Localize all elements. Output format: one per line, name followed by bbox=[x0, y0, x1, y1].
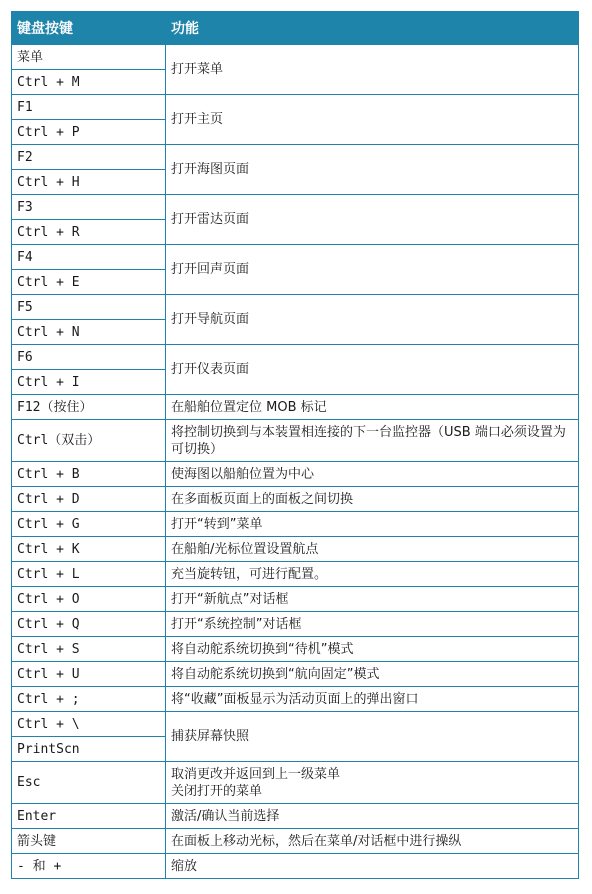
function-cell: 打开“系统控制”对话框 bbox=[166, 612, 579, 637]
key-cell: F6 bbox=[12, 345, 166, 370]
table-body bbox=[12, 45, 579, 879]
key-cell: F2 bbox=[12, 145, 166, 170]
key-cell: Ctrl + Q bbox=[12, 612, 166, 637]
key-cell: Ctrl + ; bbox=[12, 687, 166, 712]
table-row bbox=[12, 762, 579, 804]
function-cell: 将控制切换到与本装置相连接的下一台监控器（USB 端口必须设置为可切换） bbox=[166, 420, 579, 462]
function-cell: 打开雷达页面 bbox=[166, 195, 579, 245]
table-row bbox=[12, 829, 579, 854]
key-cell: Ctrl + M bbox=[12, 70, 166, 95]
table-row bbox=[12, 45, 579, 70]
key-cell: Ctrl + B bbox=[12, 462, 166, 487]
key-cell: Ctrl + \ bbox=[12, 712, 166, 737]
table-row bbox=[12, 462, 579, 487]
key-cell: Ctrl + O bbox=[12, 587, 166, 612]
key-cell: F4 bbox=[12, 245, 166, 270]
function-cell: 打开回声页面 bbox=[166, 245, 579, 295]
key-cell: PrintScn bbox=[12, 737, 166, 762]
key-cell: Ctrl + E bbox=[12, 270, 166, 295]
table-row bbox=[12, 562, 579, 587]
function-cell: 激活/确认当前选择 bbox=[166, 804, 579, 829]
table-row bbox=[12, 854, 579, 879]
function-cell: 充当旋转钮，可进行配置。 bbox=[166, 562, 579, 587]
function-cell: 将自动舵系统切换到“航向固定”模式 bbox=[166, 662, 579, 687]
key-cell: F12（按住） bbox=[12, 395, 166, 420]
table-row bbox=[12, 687, 579, 712]
function-cell: 捕获屏幕快照 bbox=[166, 712, 579, 762]
table-row bbox=[12, 512, 579, 537]
table-row bbox=[12, 637, 579, 662]
table-row bbox=[12, 295, 579, 320]
function-cell: 打开“新航点”对话框 bbox=[166, 587, 579, 612]
table-row bbox=[12, 245, 579, 270]
table-row bbox=[12, 487, 579, 512]
table-row bbox=[12, 345, 579, 370]
function-cell: 打开主页 bbox=[166, 95, 579, 145]
key-cell: F5 bbox=[12, 295, 166, 320]
shortcut-table-container bbox=[11, 11, 578, 879]
function-cell: 打开导航页面 bbox=[166, 295, 579, 345]
key-cell: Ctrl + L bbox=[12, 562, 166, 587]
key-cell: Ctrl（双击） bbox=[12, 420, 166, 462]
header-key-column: 键盘按键 bbox=[12, 12, 166, 45]
function-cell: 使海图以船舶位置为中心 bbox=[166, 462, 579, 487]
function-cell: 取消更改并返回到上一级菜单 关闭打开的菜单 bbox=[166, 762, 579, 804]
table-row bbox=[12, 537, 579, 562]
header-function-column: 功能 bbox=[166, 12, 579, 45]
table-row bbox=[12, 712, 579, 737]
key-cell: 菜单 bbox=[12, 45, 166, 70]
key-cell: Ctrl + U bbox=[12, 662, 166, 687]
function-cell: 打开菜单 bbox=[166, 45, 579, 95]
key-cell: Ctrl + G bbox=[12, 512, 166, 537]
table-row bbox=[12, 587, 579, 612]
function-cell: 将自动舵系统切换到“待机”模式 bbox=[166, 637, 579, 662]
function-cell: 在船舶/光标位置设置航点 bbox=[166, 537, 579, 562]
table-row bbox=[12, 195, 579, 220]
function-cell: 在多面板页面上的面板之间切换 bbox=[166, 487, 579, 512]
function-cell: 打开“转到”菜单 bbox=[166, 512, 579, 537]
key-cell: F1 bbox=[12, 95, 166, 120]
table-row bbox=[12, 420, 579, 462]
key-cell: Ctrl + I bbox=[12, 370, 166, 395]
key-cell: Enter bbox=[12, 804, 166, 829]
function-cell: 缩放 bbox=[166, 854, 579, 879]
function-cell: 在船舶位置定位 MOB 标记 bbox=[166, 395, 579, 420]
key-cell: F3 bbox=[12, 195, 166, 220]
table-row bbox=[12, 145, 579, 170]
function-cell: 在面板上移动光标，然后在菜单/对话框中进行操纵 bbox=[166, 829, 579, 854]
table-row bbox=[12, 95, 579, 120]
key-cell: 箭头键 bbox=[12, 829, 166, 854]
key-cell: Ctrl + N bbox=[12, 320, 166, 345]
key-cell: Ctrl + K bbox=[12, 537, 166, 562]
table-row bbox=[12, 662, 579, 687]
table-header-row bbox=[12, 12, 579, 45]
function-cell: 打开海图页面 bbox=[166, 145, 579, 195]
key-cell: Ctrl + H bbox=[12, 170, 166, 195]
table-row bbox=[12, 804, 579, 829]
table-row bbox=[12, 395, 579, 420]
function-cell: 打开仪表页面 bbox=[166, 345, 579, 395]
keyboard-shortcut-table bbox=[11, 11, 579, 879]
function-cell: 将“收藏”面板显示为活动页面上的弹出窗口 bbox=[166, 687, 579, 712]
key-cell: Ctrl + R bbox=[12, 220, 166, 245]
key-cell: Ctrl + P bbox=[12, 120, 166, 145]
table-row bbox=[12, 612, 579, 637]
key-cell: - 和 + bbox=[12, 854, 166, 879]
key-cell: Ctrl + S bbox=[12, 637, 166, 662]
key-cell: Ctrl + D bbox=[12, 487, 166, 512]
key-cell: Esc bbox=[12, 762, 166, 804]
